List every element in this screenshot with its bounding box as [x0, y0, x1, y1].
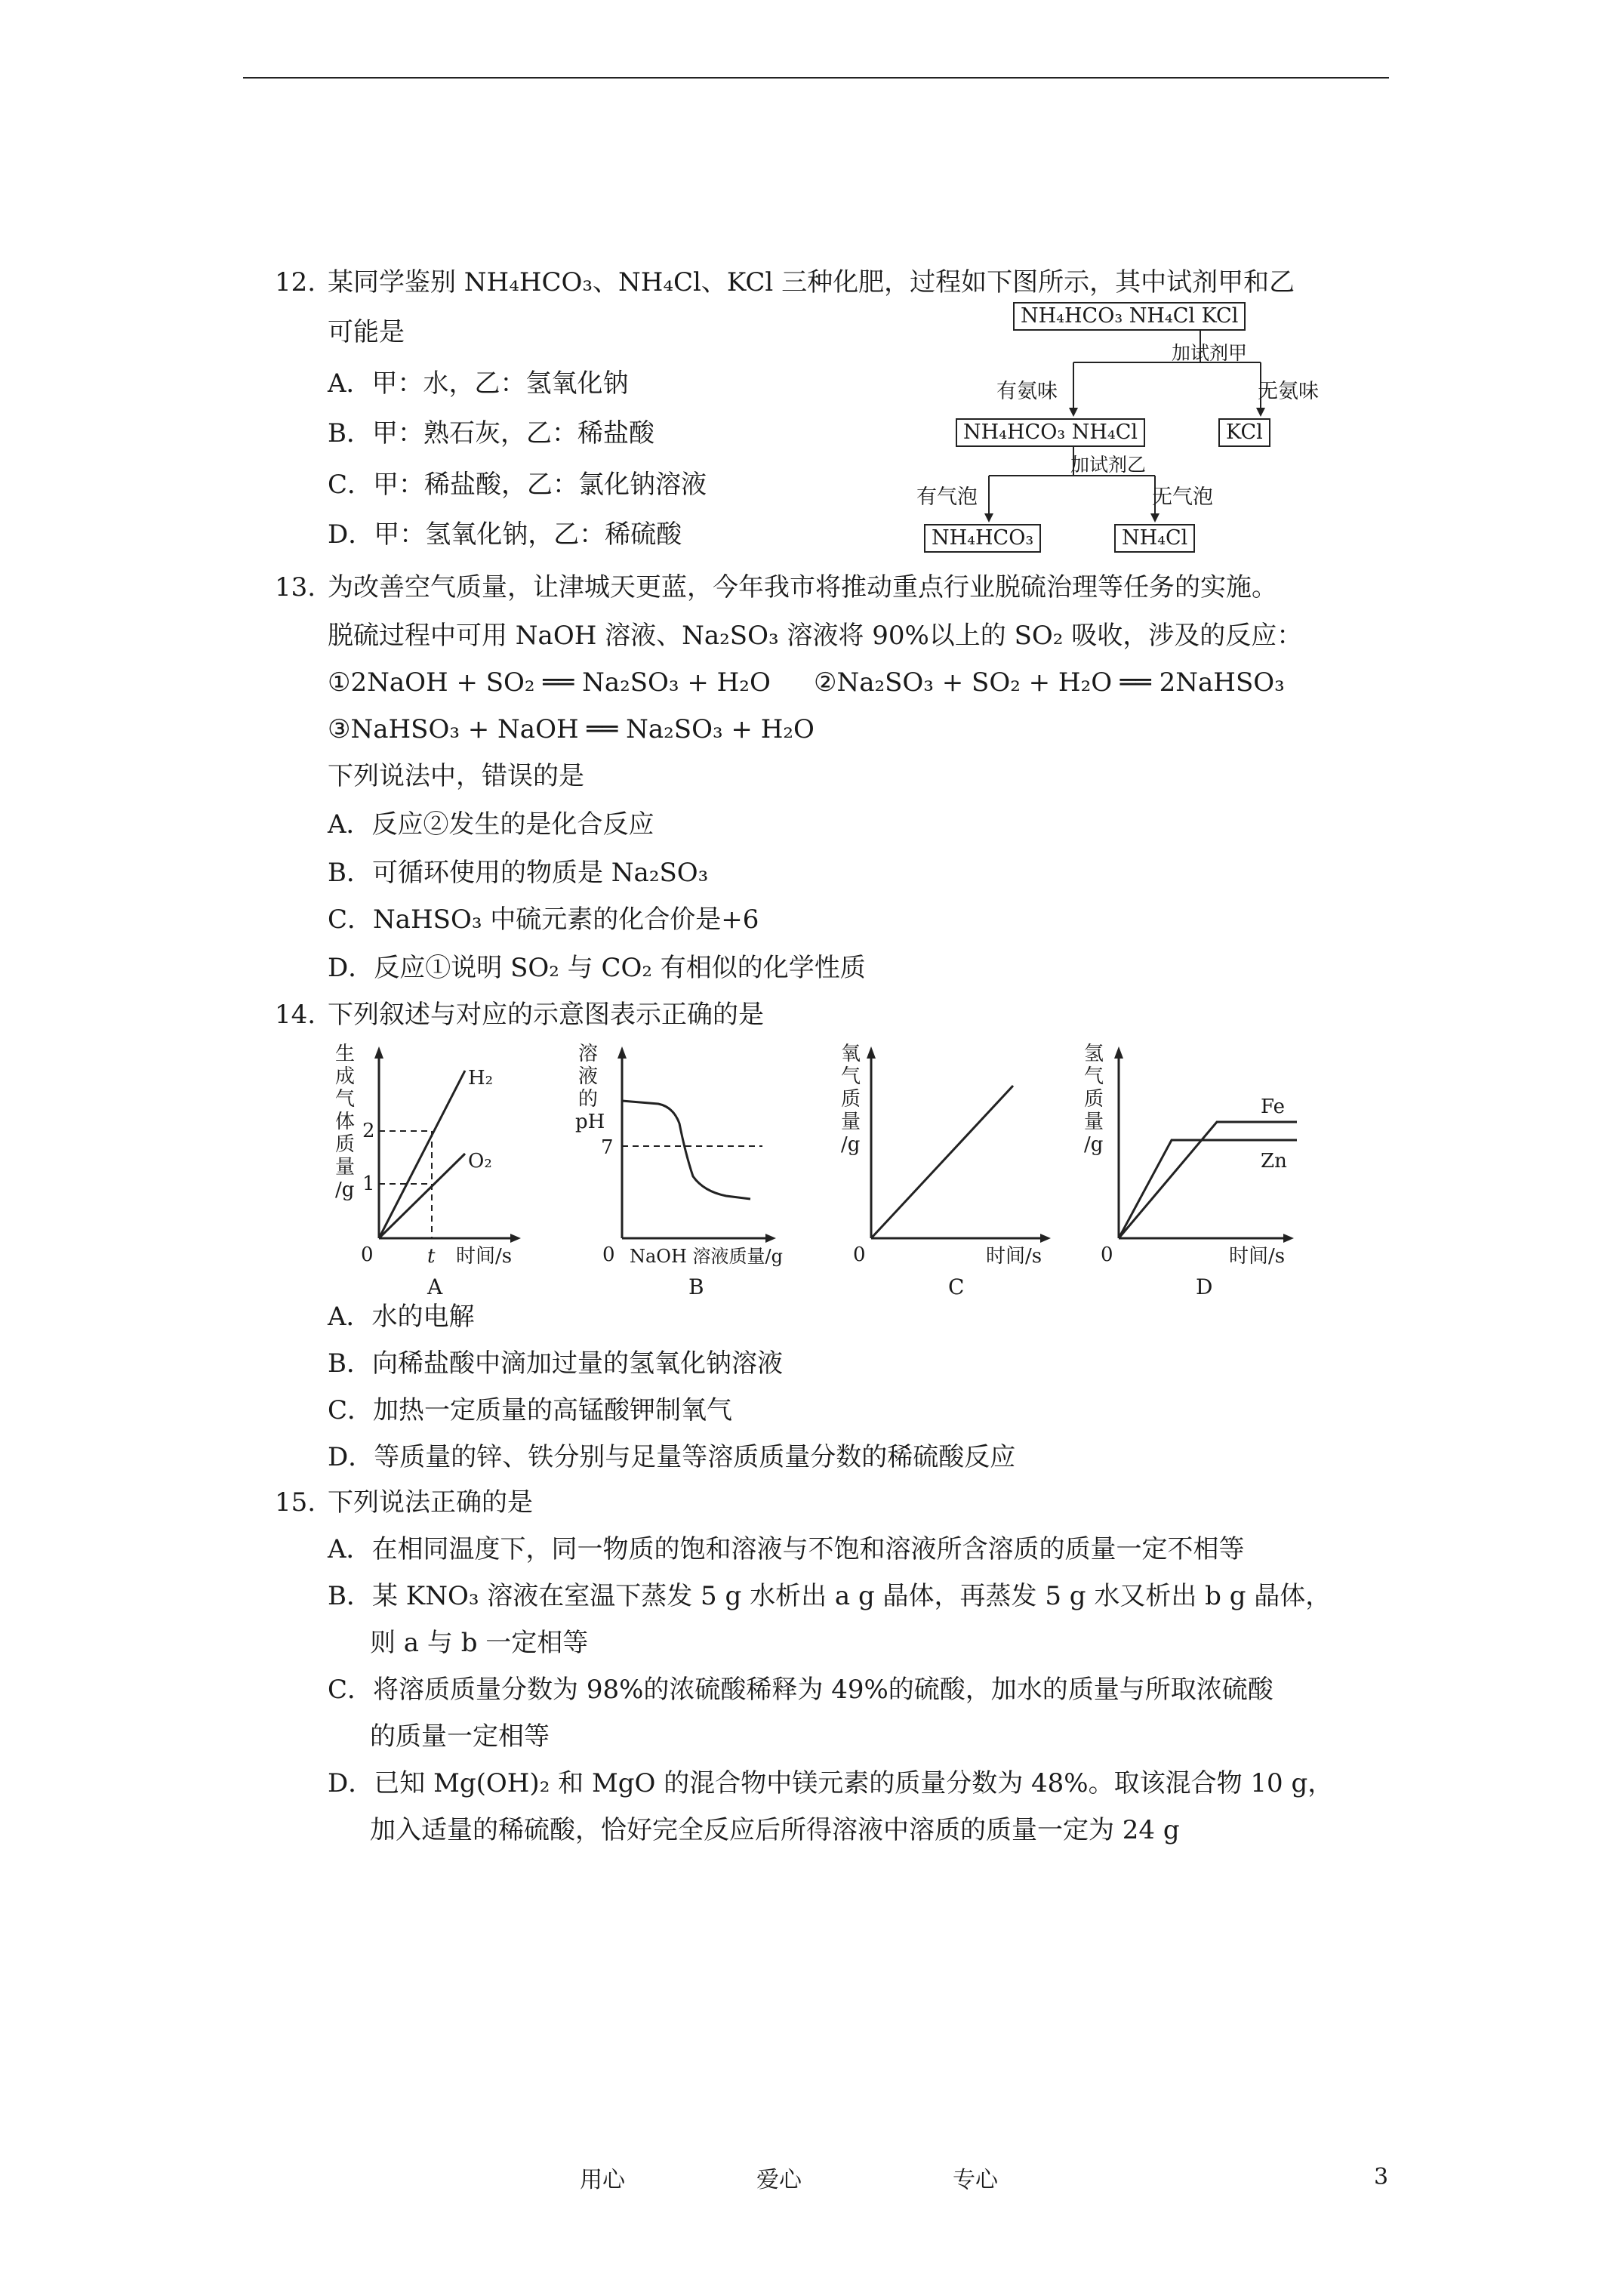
graph-d-ylabel-5: /g — [1084, 1133, 1104, 1156]
graph-c-ylabel-3: 质 — [841, 1088, 861, 1111]
graph-a-xlabel: 时间/s — [456, 1245, 513, 1268]
graph-b-ylabel-4: pH — [575, 1111, 605, 1133]
flow-box-nh4hco3: NH₄HCO₃ — [924, 524, 1041, 553]
o2-line — [379, 1154, 465, 1238]
flow-step1-label: 加试剂甲 — [1172, 342, 1248, 364]
graph-a-origin: 0 — [361, 1244, 374, 1266]
q15-option-b-line2: 则 a 与 b 一定相等 — [370, 1628, 589, 1658]
q14-graph-c — [838, 1040, 1064, 1305]
q13-option-c: C．NaHSO₃ 中硫元素的化合价是+6 — [328, 905, 759, 935]
q12-stem-line2: 可能是 — [328, 317, 405, 347]
q12-option-d: D．甲：氢氧化钠，乙：稀硫酸 — [328, 519, 682, 550]
q14-option-b: B．向稀盐酸中滴加过量的氢氧化钠溶液 — [328, 1348, 783, 1379]
graph-b-tick-7: 7 — [601, 1136, 614, 1159]
q15-option-d-line2: 加入适量的稀硫酸，恰好完全反应后所得溶液中溶质的质量一定为 24 g — [370, 1815, 1180, 1845]
q12-option-a: A．甲：水，乙：氢氧化钠 — [328, 368, 629, 399]
header-rule — [243, 77, 1389, 79]
graph-a-ylabel-4: 体 — [335, 1111, 356, 1133]
graph-a-tick-t: t — [427, 1245, 436, 1268]
graph-a-o2-label: O₂ — [468, 1150, 492, 1173]
graph-c-origin: 0 — [853, 1244, 866, 1266]
q13-option-d: D．反应①说明 SO₂ 与 CO₂ 有相似的化学性质 — [328, 953, 866, 983]
graph-d-ylabel-1: 氢 — [1084, 1043, 1104, 1065]
graph-a-ylabel-5: 质 — [335, 1133, 356, 1156]
graph-c-ylabel-1: 氧 — [841, 1043, 861, 1065]
flow-has-ammonia: 有氨味 — [996, 380, 1058, 403]
q14-stem: 下列叙述与对应的示意图表示正确的是 — [328, 1000, 764, 1030]
graph-b-ylabel-2: 液 — [578, 1065, 599, 1088]
graph-a-svg — [329, 1040, 556, 1305]
q14-option-d: D．等质量的锌、铁分别与足量等溶质质量分数的稀硫酸反应 — [328, 1442, 1016, 1472]
flow-box-nh4cl: NH₄Cl — [1114, 524, 1195, 553]
q15-option-d-line1: D．已知 Mg(OH)₂ 和 MgO 的混合物中镁元素的质量分数为 48%。取该混合物 10 g， — [328, 1768, 1334, 1798]
ph-curve — [622, 1101, 750, 1199]
graph-b-ylabel-3: 的 — [578, 1088, 599, 1111]
footer-word-2: 爱心 — [756, 2167, 802, 2193]
q13-ask: 下列说法中，错误的是 — [328, 761, 584, 791]
graph-c-ylabel-4: 量 — [841, 1111, 861, 1133]
graph-a-tick-2: 2 — [362, 1120, 375, 1142]
graph-d-fe-label: Fe — [1261, 1096, 1286, 1118]
q14-number: 14. — [275, 1000, 316, 1030]
flow-box-all: NH₄HCO₃ NH₄Cl KCl — [1013, 302, 1246, 331]
graph-a-ylabel-1: 生 — [335, 1043, 356, 1065]
graph-d-ylabel-4: 量 — [1084, 1111, 1104, 1133]
q15-option-c-line1: C．将溶质质量分数为 98%的浓硫酸稀释为 49%的硫酸，加水的质量与所取浓硫酸 — [328, 1675, 1273, 1705]
q13-number: 13. — [275, 572, 316, 603]
flow-has-bubbles: 有气泡 — [916, 485, 978, 509]
q15-stem: 下列说法正确的是 — [328, 1487, 533, 1518]
footer-word-1: 用心 — [580, 2167, 625, 2193]
flow-box-ammonium: NH₄HCO₃ NH₄Cl — [956, 418, 1145, 447]
q12-option-b: B．甲：熟石灰，乙：稀盐酸 — [328, 418, 654, 448]
graph-c-svg — [838, 1040, 1064, 1305]
q13-equation-2: ②Na₂SO₃ + SO₂ + H₂O ══ 2NaHSO₃ — [814, 667, 1285, 698]
q12-option-c: C．甲：稀盐酸，乙：氯化钠溶液 — [328, 470, 707, 500]
flow-step2-label: 加试剂乙 — [1070, 454, 1147, 476]
graph-b-ylabel-1: 溶 — [578, 1043, 599, 1065]
q13-equation-3: ③NaHSO₃ + NaOH ══ Na₂SO₃ + H₂O — [328, 714, 815, 744]
graph-b-xlabel: NaOH 溶液质量/g — [630, 1246, 783, 1267]
q14-graph-d — [1081, 1040, 1307, 1305]
graph-b-svg — [575, 1040, 824, 1305]
q15-option-a: A．在相同温度下，同一物质的饱和溶液与不饱和溶液所含溶质的质量一定不相等 — [328, 1534, 1245, 1564]
q13-stem-line1: 为改善空气质量，让津城天更蓝，今年我市将推动重点行业脱硫治理等任务的实施。 — [328, 572, 1277, 603]
graph-d-origin: 0 — [1101, 1244, 1113, 1266]
q12-number: 12. — [275, 267, 316, 297]
page-number: 3 — [1374, 2164, 1389, 2190]
q12-stem-line1: 某同学鉴别 NH₄HCO₃、NH₄Cl、KCl 三种化肥，过程如下图所示，其中试剂甲和乙 — [328, 267, 1295, 297]
graph-a-ylabel-2: 成 — [335, 1065, 356, 1088]
graph-d-zn-label: Zn — [1261, 1150, 1287, 1173]
graph-d-ylabel-3: 质 — [1084, 1088, 1104, 1111]
graph-d-caption: D — [1196, 1274, 1213, 1299]
graph-c-ylabel-2: 气 — [841, 1065, 861, 1088]
graph-a-ylabel-3: 气 — [335, 1088, 356, 1111]
graph-c-xlabel: 时间/s — [986, 1245, 1042, 1268]
graph-b-caption: B — [688, 1274, 704, 1299]
graph-a-h2-label: H₂ — [468, 1067, 494, 1089]
q15-option-b-line1: B．某 KNO₃ 溶液在室温下蒸发 5 g 水析出 a g 晶体，再蒸发 5 g 水又析出 b g 晶体， — [328, 1581, 1332, 1611]
graph-d-ylabel-2: 气 — [1084, 1065, 1104, 1088]
graph-d-svg — [1081, 1040, 1307, 1305]
q15-option-c-line2: 的质量一定相等 — [370, 1721, 550, 1752]
flow-box-kcl: KCl — [1218, 418, 1270, 447]
oxygen-line — [871, 1086, 1013, 1238]
graph-a-ylabel-7: /g — [335, 1179, 355, 1201]
q14-graph-b — [575, 1040, 824, 1305]
graph-c-ylabel-5: /g — [841, 1133, 861, 1156]
graph-a-caption: A — [427, 1274, 443, 1299]
q14-graph-a — [329, 1040, 556, 1305]
graph-a-tick-1: 1 — [362, 1173, 375, 1195]
q13-equation-1: ①2NaOH + SO₂ ══ Na₂SO₃ + H₂O — [328, 667, 771, 698]
q12-flow-diagram — [898, 302, 1321, 559]
q13-option-b: B．可循环使用的物质是 Na₂SO₃ — [328, 858, 709, 888]
footer-word-3: 专心 — [953, 2167, 998, 2193]
graph-c-caption: C — [948, 1274, 965, 1299]
q13-option-a: A．反应②发生的是化合反应 — [328, 809, 654, 840]
graph-d-xlabel: 时间/s — [1229, 1245, 1286, 1268]
q14-option-a: A．水的电解 — [328, 1302, 475, 1332]
graph-a-ylabel-6: 量 — [335, 1156, 356, 1179]
flow-no-bubbles: 无气泡 — [1152, 485, 1213, 509]
q13-stem-line2: 脱硫过程中可用 NaOH 溶液、Na₂SO₃ 溶液将 90%以上的 SO₂ 吸收，涉及的反应： — [328, 621, 1303, 651]
graph-b-origin: 0 — [602, 1244, 615, 1266]
h2-line — [379, 1071, 465, 1238]
q15-number: 15. — [275, 1487, 316, 1518]
flow-no-ammonia: 无氨味 — [1258, 380, 1319, 403]
q14-option-c: C．加热一定质量的高锰酸钾制氧气 — [328, 1395, 733, 1425]
